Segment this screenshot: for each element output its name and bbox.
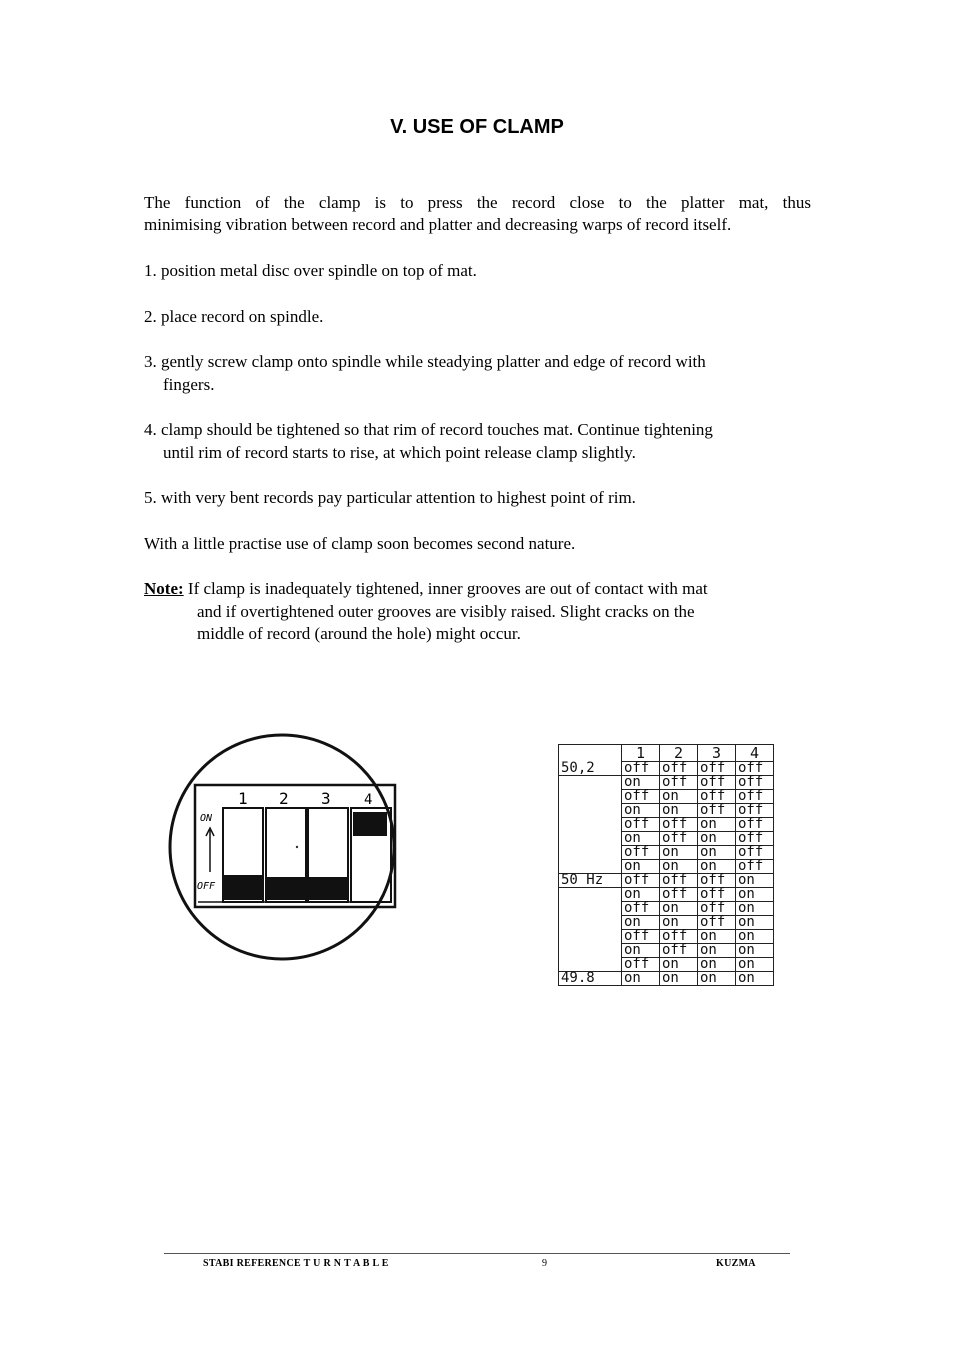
step-4-line-1: 4. clamp should be tightened so that rim of record touches mat. Continue tightening bbox=[144, 420, 713, 439]
switch-state-cell: on bbox=[736, 944, 774, 958]
note-line-1: If clamp is inadequately tightened, inner grooves are out of contact with mat bbox=[183, 579, 708, 598]
switch-state-cell: off bbox=[622, 874, 660, 888]
page-number: 9 bbox=[542, 1258, 548, 1269]
switch-number-3: 3 bbox=[321, 789, 331, 808]
switch-state-cell: off bbox=[660, 888, 698, 902]
intro-line-2: minimising vibration between record and platter and decreasing warps of record itself. bbox=[144, 215, 732, 234]
freq-cell: 49.8 bbox=[559, 972, 622, 986]
switch-state-cell: on bbox=[622, 916, 660, 930]
switch-state-cell: on bbox=[698, 818, 736, 832]
step-5 bbox=[144, 487, 811, 510]
switch-state-cell: on bbox=[736, 916, 774, 930]
dip-switch-diagram bbox=[150, 722, 410, 972]
freq-cell bbox=[559, 916, 622, 930]
col-header-2: 2 bbox=[660, 745, 698, 762]
freq-cell bbox=[559, 776, 622, 790]
col-header-4: 4 bbox=[736, 745, 774, 762]
switch-state-cell: off bbox=[660, 930, 698, 944]
switch-state-cell: off bbox=[622, 818, 660, 832]
switch-state-cell: off bbox=[622, 930, 660, 944]
switch-state-cell: on bbox=[736, 972, 774, 986]
step-4 bbox=[144, 419, 811, 464]
switch-state-cell: on bbox=[698, 958, 736, 972]
freq-cell bbox=[559, 902, 622, 916]
freq-cell: 50,2 bbox=[559, 762, 622, 776]
switch-state-cell: off bbox=[622, 790, 660, 804]
freq-cell bbox=[559, 832, 622, 846]
switch-state-cell: on bbox=[660, 916, 698, 930]
switch-state-cell: on bbox=[622, 776, 660, 790]
footer-rule bbox=[164, 1253, 790, 1254]
switch-state-cell: off bbox=[622, 762, 660, 776]
switch-state-cell: off bbox=[736, 818, 774, 832]
switch-state-cell: on bbox=[736, 874, 774, 888]
switch-state-cell: off bbox=[736, 762, 774, 776]
col-header-3: 3 bbox=[698, 745, 736, 762]
col-header-1: 1 bbox=[622, 745, 660, 762]
switch-state-cell: off bbox=[736, 846, 774, 860]
switch-state-cell: off bbox=[736, 832, 774, 846]
switch-state-cell: off bbox=[736, 804, 774, 818]
freq-cell bbox=[559, 804, 622, 818]
step-3 bbox=[144, 351, 811, 396]
freq-cell bbox=[559, 846, 622, 860]
switch-state-cell: off bbox=[622, 902, 660, 916]
on-label: ON bbox=[200, 813, 213, 824]
switch-state-cell: on bbox=[622, 944, 660, 958]
switch-state-cell: off bbox=[660, 832, 698, 846]
switch-state-cell: off bbox=[660, 776, 698, 790]
intro-line-1: The function of the clamp is to press the record close to the platter mat, thus bbox=[144, 193, 811, 212]
note-line-3: middle of record (around the hole) might occur. bbox=[197, 624, 521, 643]
step-3-line-2: fingers. bbox=[163, 374, 215, 394]
page-title: V. USE OF CLAMP bbox=[390, 116, 564, 138]
step-5-text: 5. with very bent records pay particular attention to highest point of rim. bbox=[144, 488, 636, 507]
freq-cell bbox=[559, 930, 622, 944]
switch-state-cell: on bbox=[660, 860, 698, 874]
switch-state-cell: on bbox=[736, 902, 774, 916]
switch-state-cell: off bbox=[660, 818, 698, 832]
switch-state-cell: on bbox=[622, 860, 660, 874]
note-line-2: and if overtightened outer grooves are visibly raised. Slight cracks on the bbox=[197, 601, 695, 621]
freq-cell bbox=[559, 818, 622, 832]
switch-state-cell: off bbox=[698, 790, 736, 804]
switch-state-cell: on bbox=[698, 832, 736, 846]
switch-state-cell: on bbox=[660, 902, 698, 916]
footer-right: KUZMA bbox=[716, 1258, 756, 1269]
closing-text: With a little practise use of clamp soon becomes second nature. bbox=[144, 534, 576, 553]
switch-state-cell: off bbox=[660, 762, 698, 776]
switch-state-cell: off bbox=[660, 874, 698, 888]
switch-state-cell: on bbox=[622, 972, 660, 986]
switch-state-cell: on bbox=[698, 930, 736, 944]
step-4-line-2: until rim of record starts to rise, at which point release clamp slightly. bbox=[163, 442, 636, 462]
footer-left: STABI REFERENCE T U R N T A B L E bbox=[203, 1258, 389, 1269]
step-1 bbox=[144, 260, 811, 283]
switch-state-cell: off bbox=[698, 762, 736, 776]
switch-number-1: 1 bbox=[238, 789, 248, 808]
switch-state-cell: on bbox=[736, 930, 774, 944]
switch-state-cell: off bbox=[622, 958, 660, 972]
switch-state-cell: on bbox=[660, 958, 698, 972]
switch-state-cell: off bbox=[736, 790, 774, 804]
freq-cell bbox=[559, 944, 622, 958]
switch-table-body bbox=[559, 759, 774, 986]
note-label: Note: bbox=[144, 579, 184, 598]
freq-cell: 50 Hz bbox=[559, 874, 622, 888]
switch-state-cell: on bbox=[622, 888, 660, 902]
switch-state-cell: off bbox=[698, 902, 736, 916]
switch-number-2: 2 bbox=[279, 789, 289, 808]
note-block bbox=[144, 578, 811, 646]
switch-state-cell: on bbox=[660, 972, 698, 986]
switch-state-cell: on bbox=[660, 846, 698, 860]
off-label: OFF bbox=[197, 881, 216, 892]
switch-state-cell: on bbox=[660, 804, 698, 818]
switch-state-cell: on bbox=[698, 846, 736, 860]
step-3-line-1: 3. gently screw clamp onto spindle while steadying platter and edge of record with bbox=[144, 352, 706, 371]
switch-state-cell: on bbox=[698, 860, 736, 874]
freq-cell bbox=[559, 790, 622, 804]
step-2 bbox=[144, 306, 811, 329]
switch-number-4: 4 bbox=[364, 792, 373, 808]
switch-4-knob bbox=[353, 812, 387, 836]
step-2-text: 2. place record on spindle. bbox=[144, 307, 324, 326]
switch-state-cell: off bbox=[622, 846, 660, 860]
switch-2-knob bbox=[266, 877, 306, 900]
switch-state-cell: off bbox=[736, 860, 774, 874]
switch-state-cell: off bbox=[698, 804, 736, 818]
switch-1-knob bbox=[223, 875, 263, 900]
switch-state-cell: on bbox=[622, 832, 660, 846]
switch-state-cell: on bbox=[736, 888, 774, 902]
switch-state-cell: on bbox=[622, 804, 660, 818]
switch-state-cell: on bbox=[698, 944, 736, 958]
switch-state-cell: off bbox=[660, 944, 698, 958]
switch-3-knob bbox=[308, 877, 348, 900]
table-header-row bbox=[559, 745, 774, 762]
switch-state-cell: off bbox=[736, 776, 774, 790]
switch-state-cell: off bbox=[698, 888, 736, 902]
switch-state-cell: on bbox=[698, 972, 736, 986]
freq-cell bbox=[559, 888, 622, 902]
switch-state-cell: off bbox=[698, 776, 736, 790]
switch-state-cell: off bbox=[698, 916, 736, 930]
table-row bbox=[559, 972, 774, 986]
switch-state-cell: on bbox=[660, 790, 698, 804]
switch-state-cell: on bbox=[736, 958, 774, 972]
switch-state-cell: off bbox=[698, 874, 736, 888]
switch-settings-table bbox=[558, 744, 774, 986]
magnifier-circle bbox=[170, 735, 394, 959]
step-1-text: 1. position metal disc over spindle on top of mat. bbox=[144, 261, 477, 280]
